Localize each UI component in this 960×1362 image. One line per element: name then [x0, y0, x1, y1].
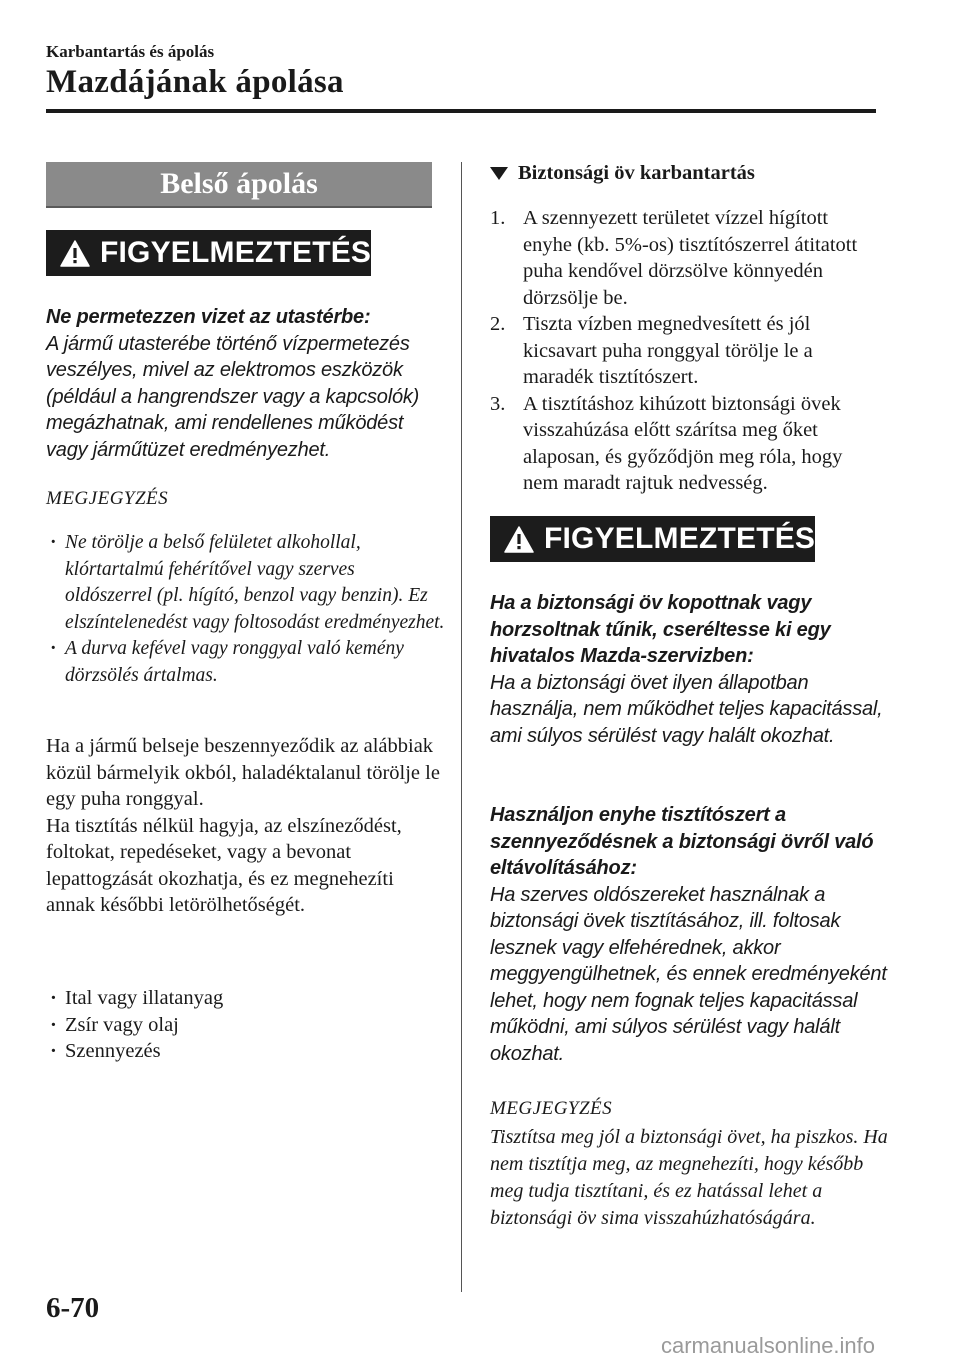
warning-label: FIGYELMEZTETÉS: [100, 236, 372, 269]
warning-title: Használjon enyhe tisztítószert a szennyeződésnek a biztonsági övről való eltávolításához:: [490, 804, 874, 879]
section-heading-box: Belső ápolás: [46, 162, 432, 208]
warning-banner: [46, 230, 371, 276]
header-rule: [46, 109, 876, 113]
note-title: MEGJEGYZÉS: [46, 488, 169, 509]
chapter-label: Karbantartás és ápolás: [46, 42, 215, 61]
cause-list: [46, 985, 446, 1065]
body-text: [46, 733, 446, 919]
note-list: [46, 530, 446, 689]
warning-body: Ha a biztonsági övet ilyen állapotban használja, nem működhet teljes kapacitással, ami súlyos sérülést vagy halált okozhat.: [490, 671, 883, 747]
warning-label: FIGYELMEZTETÉS: [544, 522, 816, 555]
warning-triangle-icon: [60, 240, 90, 267]
warning-title: Ne permetezzen vizet az utastérbe:: [46, 306, 371, 328]
triangle-down-icon: [490, 167, 508, 180]
warning-banner: [490, 516, 815, 562]
list-item: · Ital vagy illatanyag: [50, 987, 224, 1009]
warning-text: [490, 590, 890, 749]
step-item: 1. A szennyezett területet vízzel hígított enyhe (kb. 5%-os) tisztítószerrel átitatott puha kendővel dörzsölve könnyedén dörzsölje be.: [490, 207, 858, 309]
note-text: Tisztítsa meg jól a biztonsági övet, ha piszkos. Ha nem tisztítja meg, az megnehezíti, hogy később meg tudja tisztítani, és ez hatással lehet a biztonsági öv sima visszahúzhatóságára.: [490, 1126, 888, 1229]
list-item: · Zsír vagy olaj: [50, 1013, 179, 1036]
list-item: · Szennyezés: [50, 1040, 161, 1062]
section-title: Mazdájának ápolása: [46, 64, 344, 100]
body-paragraph: Ha tisztítás nélkül hagyja, az elszíneződést, foltokat, repedéseket, vagy a bevonat lepattogzását okozhatja, és ez megnehezíti annak későbbi letörölhetőségét.: [46, 814, 402, 916]
note-title: MEGJEGYZÉS: [490, 1098, 613, 1119]
warning-body: Ha szerves oldószereket használnak a biztonsági övek tisztításához, ill. foltosak lesznek vagy elfehérednek, akkor meggyengülhetnek, és ennek eredményeként lehet, hogy nem fognak teljes kapacitással működni, ami súlyos sérülést vagy halált okozhat.: [490, 883, 887, 1065]
subsection-title: Biztonsági öv karbantartás: [518, 162, 755, 184]
warning-text: [46, 304, 446, 463]
column-divider: [461, 162, 462, 1292]
list-item: · A durva kefével vagy ronggyal való kemény dörzsölés ártalmas.: [50, 638, 404, 686]
watermark: carmanualsonline.info: [661, 1333, 876, 1358]
warning-text: [490, 802, 890, 1067]
warning-title: Ha a biztonsági öv kopottnak vagy horzsoltnak tűnik, cseréltesse ki egy hivatalos Mazda-szervizben:: [490, 592, 831, 667]
list-item: · Ne törölje a belső felületet alkohollal, klórtartalmú fehérítővel vagy szerves oldószerrel (pl. hígító, benzol vagy benzin). Ez elszíntelenedést vagy foltosodást eredményezhet.: [50, 532, 445, 633]
warning-body: A jármű utasterébe történő vízpermetezés veszélyes, mivel az elektromos eszközök (például a hangrendszer vagy a kapcsolók) megázhatnak, ami rendellenes működést vagy járműtüzet eredményezhet.: [46, 332, 420, 461]
warning-triangle-icon: [504, 526, 534, 553]
step-item: 2. Tiszta vízben megnedvesített és jól kicsavart puha ronggyal törölje le a maradék tisztítószert.: [490, 313, 813, 388]
subsection-heading: [490, 162, 755, 185]
page-number: 6-70: [46, 1292, 100, 1324]
body-paragraph: Ha a jármű belseje beszennyeződik az alábbiak közül bármelyik okból, haladéktalanul törölje le egy puha ronggyal.: [46, 735, 440, 810]
step-item: 3. A tisztításhoz kihúzott biztonsági övek visszahúzása előtt szárítsa meg őket alaposan, és győződjön meg róla, hogy nem maradt rajtuk nedvesség.: [490, 392, 843, 494]
steps-list: [490, 205, 880, 497]
